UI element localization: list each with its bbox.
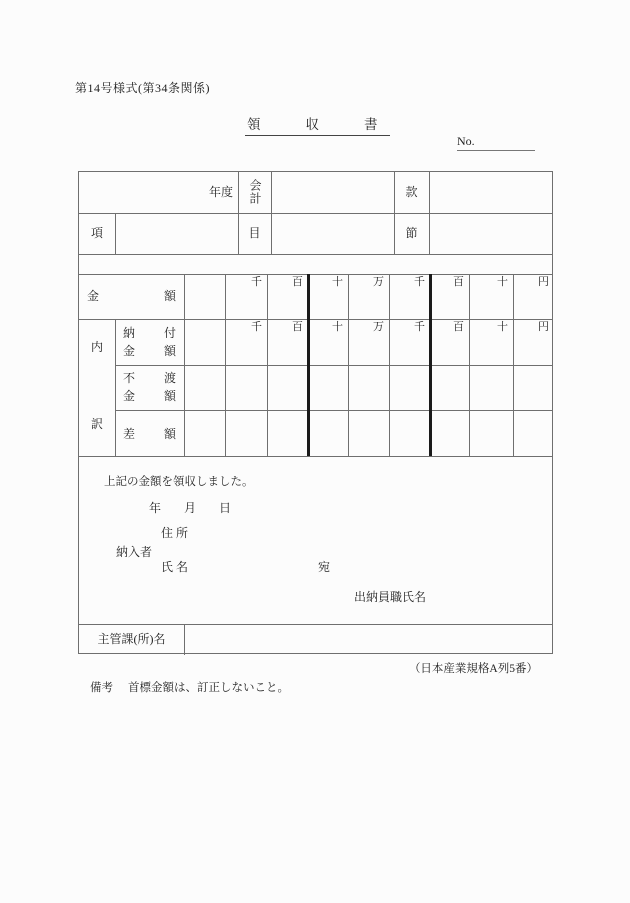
grid-line-v: [225, 274, 226, 456]
label-char: 金: [123, 389, 136, 403]
grid-line-v: [348, 274, 349, 456]
grid-line-v: [469, 274, 470, 456]
grid-line-h: [79, 456, 552, 457]
moku-label: 目: [248, 226, 261, 240]
digit-label: 万: [373, 321, 384, 333]
jis-standard-note: （日本産業規格A列5番）: [408, 663, 538, 675]
payment-amount-label: [115, 324, 184, 360]
grid-line-h: [115, 410, 552, 411]
grid-line-h: [79, 274, 552, 275]
grid-line-h: [115, 365, 552, 366]
remarks-label: 備考: [90, 682, 113, 694]
no-label: No.: [457, 134, 475, 148]
grid-line-v: [271, 172, 272, 254]
remarks: [90, 679, 289, 695]
grid-line-v-thick: [429, 274, 432, 456]
digit-label: 十: [497, 321, 508, 333]
digit-label: 十: [332, 321, 343, 333]
grid-line-v: [115, 213, 116, 254]
digit-label: 千: [251, 321, 262, 333]
digit-label: 百: [453, 276, 464, 288]
label-char: 納: [123, 326, 136, 340]
form-number: 第14号様式(第34条関係): [75, 81, 210, 95]
breakdown-label-top: 内: [90, 340, 103, 354]
digit-label: 円: [538, 276, 549, 288]
setsu-label: 節: [405, 226, 418, 240]
payer-label: 納入者: [116, 545, 153, 559]
digit-label: 千: [414, 321, 425, 333]
date-line: [149, 501, 231, 516]
grid-line-v: [238, 172, 239, 254]
grid-line-h: [79, 254, 552, 255]
amount-label-char: 金: [87, 289, 100, 303]
digit-label: 十: [497, 276, 508, 288]
kan-label: 款: [405, 185, 418, 199]
no-field: [457, 134, 535, 151]
digit-label: 百: [292, 321, 303, 333]
digit-label: 千: [414, 276, 425, 288]
ko-label: 項: [90, 226, 103, 240]
grid-line-v: [184, 274, 185, 456]
digit-label: 百: [292, 276, 303, 288]
grid-line-h: [79, 624, 552, 625]
grid-line-v: [513, 274, 514, 456]
grid-line-v: [267, 274, 268, 456]
title-char: 収: [305, 117, 319, 132]
label-char: 額: [163, 344, 176, 358]
digit-label: 千: [251, 276, 262, 288]
amount-label-char: 額: [163, 289, 176, 303]
receipt-table: [78, 171, 553, 654]
fiscal-year-label: 年度: [208, 185, 233, 199]
label-char: 差: [123, 427, 136, 441]
digit-label: 十: [332, 276, 343, 288]
label-char: 金: [123, 344, 136, 358]
amount-label: [79, 288, 184, 304]
year-label: 年: [149, 501, 162, 515]
account-label: 会計: [248, 179, 262, 205]
label-char: 渡: [163, 371, 176, 385]
dishonored-amount-label: [115, 369, 184, 405]
remarks-text: 首標金額は、訂正しないこと。: [128, 682, 289, 694]
address-label: 住 所: [161, 526, 189, 540]
grid-line-h: [79, 319, 552, 320]
month-label: 月: [184, 501, 197, 515]
grid-line-h: [79, 213, 552, 214]
grid-line-v: [184, 624, 185, 655]
digit-label: 百: [453, 321, 464, 333]
title-char: 領: [247, 117, 261, 132]
cashier-label: 出納員職氏名: [354, 590, 427, 604]
label-char: 不: [123, 371, 136, 385]
supervising-section-label: 主管課(所)名: [97, 632, 166, 646]
grid-line-v-thick: [307, 274, 310, 456]
received-statement: 上記の金額を領収しました。: [104, 476, 254, 488]
difference-label: [115, 425, 184, 443]
breakdown-label-bottom: 訳: [90, 417, 103, 431]
name-label: 氏 名: [161, 560, 189, 574]
day-label: 日: [219, 501, 232, 515]
label-char: 付: [163, 326, 176, 340]
title-char: 書: [364, 117, 378, 132]
grid-line-v: [389, 274, 390, 456]
digit-label: 円: [538, 321, 549, 333]
label-char: 額: [163, 427, 176, 441]
digit-label: 万: [373, 276, 384, 288]
addressee-label: 宛: [318, 560, 331, 574]
label-char: 額: [163, 389, 176, 403]
page-title: [245, 113, 390, 136]
grid-line-v: [429, 172, 430, 254]
